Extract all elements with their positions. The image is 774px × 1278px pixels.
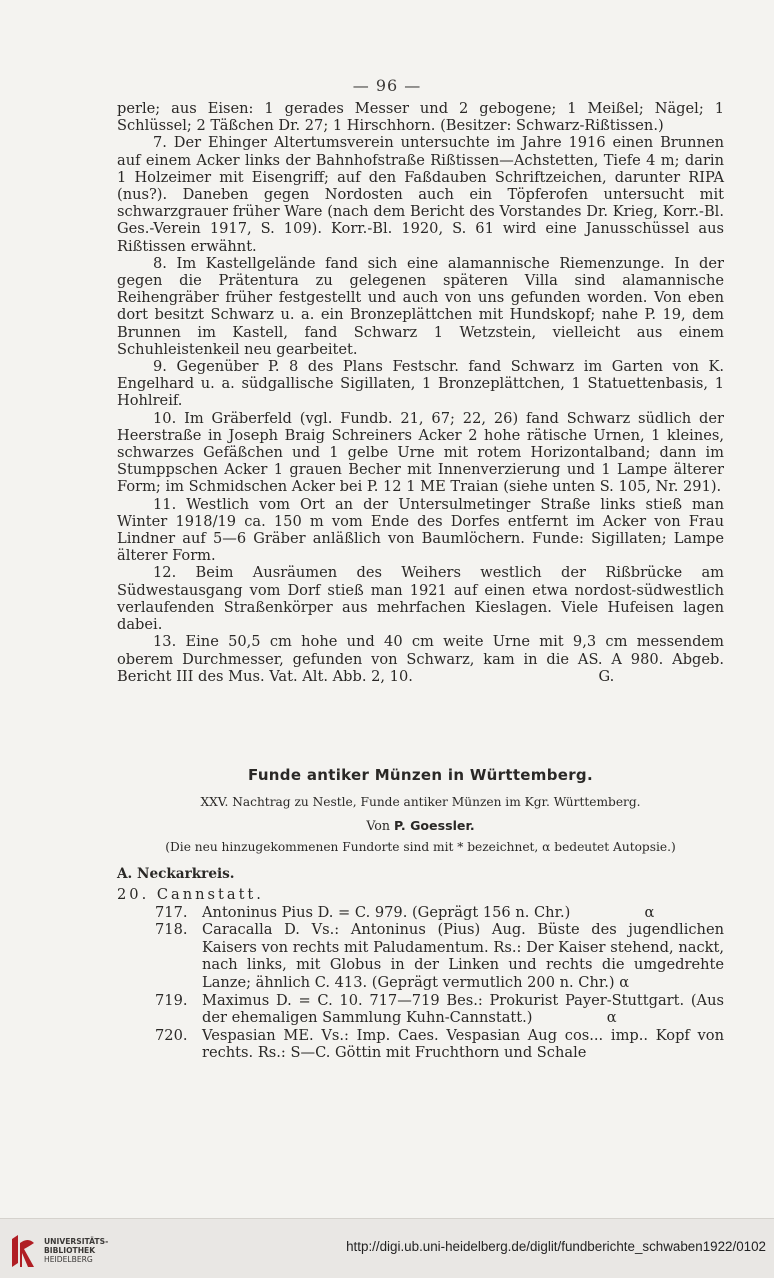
entry-number: 720.: [155, 1026, 188, 1044]
entry-text: Caracalla D. Vs.: Antoninus (Pius) Aug. Büste des jugendlichen Kaisers von rechts mit Paludamentum. Rs.: Der Kaiser stehend, nackt, nach links, mit Globus in der Linken und rechts die umgedrehte Lanze; ähnlich C. 413. (Geprägt vermutlich 200 n. Chr.) α: [202, 921, 724, 991]
paragraph: 11. Westlich vom Ort an der Untersulmetinger Straße links stieß man Winter 1918/19 ca. 150 m vom Ende des Dorfes entfernt im Acker von Frau Lindner auf 5—6 Gräber anläßlich von Baumlöchern. Funde: Sigillaten; Lampe älterer Form.: [117, 495, 724, 565]
page-number: — 96 —: [352, 76, 422, 95]
section-heading: Funde antiker Münzen in Württemberg.: [248, 766, 593, 784]
paragraph: 7. Der Ehinger Altertumsverein untersuchte im Jahre 1916 einen Brunnen auf einem Acker links der Bahnhofstraße Rißtissen—Achstetten, Tiefe 4 m; darin 1 Holzeimer mit Eisengriff; auf den Faßdauben Schriftzeichen, darunter RIPA (nus?). Daneben gegen Nordosten auch ein Töpferofen untersucht mit schwarzgrauer früher Ware (nach dem Bericht des Vorstandes Dr. Krieg, Korr.-Bl. Ges.-Verein 1917, S. 109). Korr.-Bl. 1920, S. 61 wird eine Janusschüssel aus Rißtissen erwähnt.: [117, 134, 724, 255]
subsection-title: A. Neckarkreis.: [117, 866, 235, 882]
viewer-footer: [0, 1218, 774, 1278]
coin-entries: [117, 886, 729, 1062]
university-library-logo-icon[interactable]: [8, 1233, 38, 1269]
paragraph: 13. Eine 50,5 cm hohe und 40 cm weite Urne mit 9,3 cm messendem oberem Durchmesser, gefunden von Schwarz, kam in die AS. A 980. Abgeb. Bericht III des Mus. Vat. Alt. Abb. 2, 10. G.: [117, 633, 729, 685]
list-item: [117, 1027, 724, 1062]
entry-text: Antoninus Pius D. = C. 979. (Geprägt 156 n. Chr.) α: [202, 903, 655, 921]
permalink-url[interactable]: http://digi.ub.uni-heidelberg.de/diglit/fundberichte_schwaben1922/0102: [346, 1239, 766, 1254]
paragraph: 12. Beim Ausräumen des Weihers westlich der Rißbrücke am Südwestausgang vom Dorf stieß man 1921 auf einen etwa nordost-südwestlich verlaufenden Straßenkörper aus mehrfachen Kieslagen. Viele Hufeisen lagen dabei.: [117, 564, 724, 634]
paragraph: 9. Gegenüber P. 8 des Plans Festschr. fand Schwarz im Garten von K. Engelhard u. a. südgallische Sigillaten, 1 Bronzeplättchen, 1 Statuettenbasis, 1 Hohlreif.: [117, 358, 724, 410]
location-title: 20. Cannstatt.: [117, 886, 264, 903]
library-name-line: UNIVERSITÄTS-: [44, 1237, 109, 1246]
byline: [117, 818, 724, 833]
library-name[interactable]: [44, 1237, 108, 1264]
body-text: [117, 100, 729, 685]
byline-prefix: Von: [366, 818, 390, 833]
list-item: [117, 921, 724, 991]
entry-text: Maximus D. = C. 10. 717—719 Bes.: Prokurist Payer-Stuttgart. (Aus der ehemaligen Sammlung Kuhn-Cannstatt.) α: [202, 991, 729, 1027]
paragraph: perle; aus Eisen: 1 gerades Messer und 2 gebogene; 1 Meißel; Nägel; 1 Schlüssel; 2 Täßchen Dr. 27; 1 Hirschhorn. (Besitzer: Schwarz-Rißtissen.): [117, 100, 724, 135]
entry-number: 717.: [155, 903, 188, 921]
library-name-line: HEIDELBERG: [44, 1255, 93, 1264]
byline-author: P. Goessler.: [393, 818, 475, 833]
entry-text: Vespasian ME. Vs.: Imp. Caes. Vespasian Aug cos... imp.. Kopf von rechts. Rs.: S—C. Göttin mit Fruchthorn und Schale: [202, 1026, 724, 1062]
library-name-line: BIBLIOTHEK: [44, 1246, 96, 1255]
entry-number: 719.: [155, 991, 188, 1009]
list-item: [117, 991, 729, 1027]
entry-number: 718.: [155, 921, 188, 939]
subheading: XXV. Nachtrag zu Nestle, Funde antiker Münzen im Kgr. Württemberg.: [200, 795, 641, 809]
paragraph: 8. Im Kastellgelände fand sich eine alamannische Riemenzunge. In der gegen die Prätentura zu gelegenen späteren Villa sind alamannische Reihengräber früher festgestellt und auch von uns gefunden worden. Von eben dort besitzt Schwarz u. a. ein Bronzeplättchen mit Hundskopf; nahe P. 19, dem Brunnen im Kastell, fand Schwarz 1 Wetzstein, vielleicht aus einem Schuhleistenkeil neu gearbeitet.: [117, 254, 724, 358]
paragraph: 10. Im Gräberfeld (vgl. Fundb. 21, 67; 22, 26) fand Schwarz südlich der Heerstraße in Joseph Braig Schreiners Acker 2 hohe rätische Urnen, 1 kleines, schwarzes Gefäßchen und 1 gelbe Urne mit rotem Horizontalband; dann im Stumppschen Acker 1 grauen Becher mit Innenverzierung und 1 Lampe älterer Form; im Schmidschen Acker bei P. 12 1 ME Traian (siehe unten S. 105, Nr. 291).: [117, 409, 724, 496]
list-item: [117, 904, 724, 922]
editorial-note: (Die neu hinzugekommenen Fundorte sind mit * bezeichnet, α bedeutet Autopsie.): [165, 840, 676, 854]
